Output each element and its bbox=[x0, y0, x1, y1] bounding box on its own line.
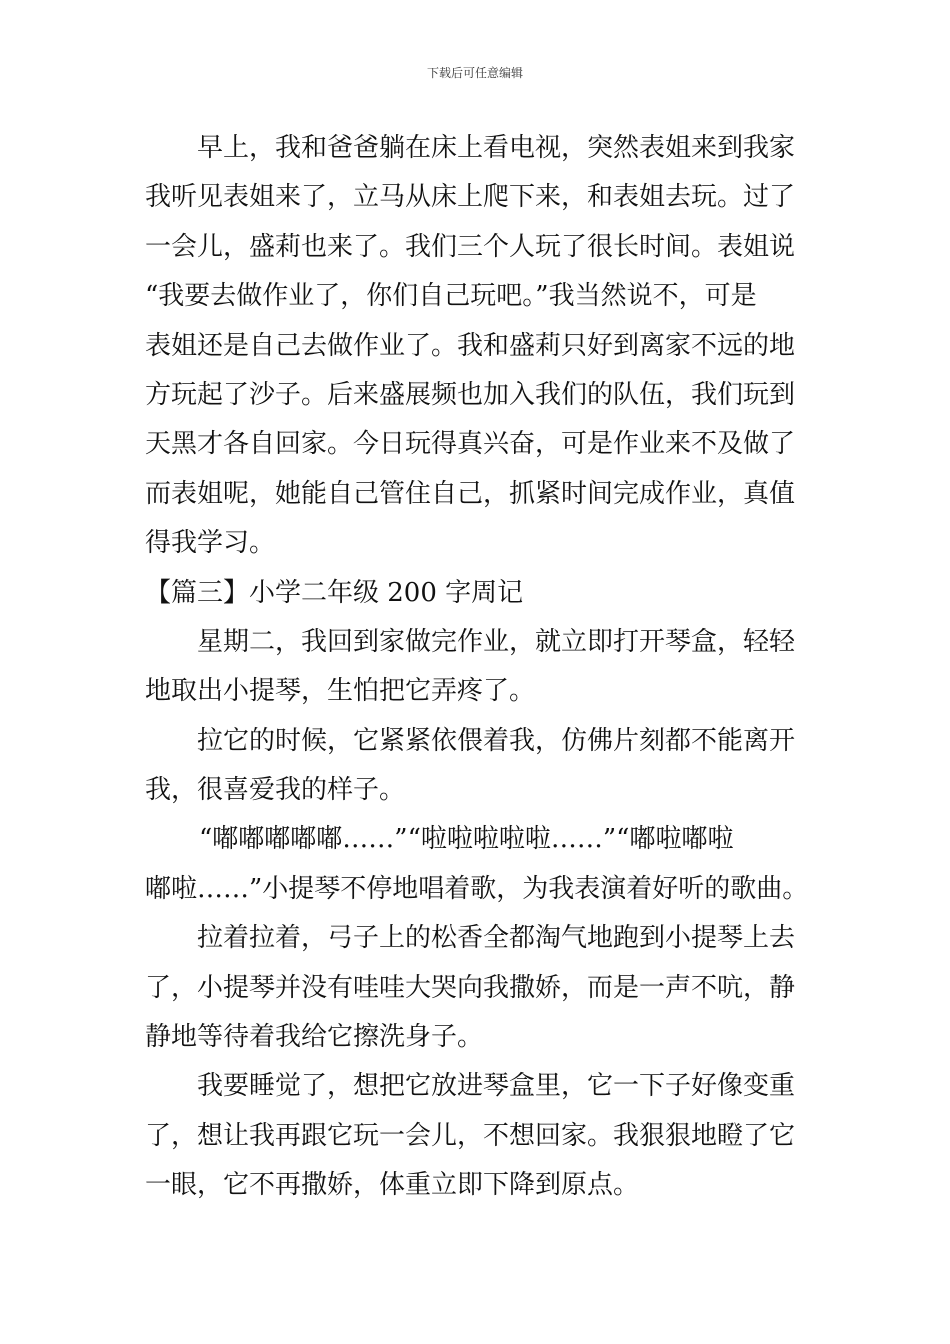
document-body bbox=[145, 124, 815, 1211]
paragraph-line: 拉它的时候，它紧紧依偎着我，仿佛片刻都不能离开 bbox=[197, 725, 796, 756]
paragraph-line: 方玩起了沙子。后来盛展频也加入我们的队伍，我们玩到 bbox=[145, 379, 796, 410]
paragraph-line: 地取出小提琴，生怕把它弄疼了。 bbox=[145, 676, 536, 707]
paragraph-line: 早上，我和爸爸躺在床上看电视，突然表姐来到我家 bbox=[197, 133, 796, 163]
paragraph-line: 了，小提琴并没有哇哇大哭向我撒娇，而是一声不吭，静 bbox=[145, 972, 796, 1003]
paragraph-line: 拉着拉着，弓子上的松香全都淘气地跑到小提琴上去 bbox=[197, 923, 796, 954]
page-header: 下载后可任意编辑 bbox=[426, 66, 523, 80]
paragraph-line: 天黑才各自回家。今日玩得真兴奋，可是作业来不及做了 bbox=[145, 429, 796, 460]
paragraph-line: 星期二，我回到家做完作业，就立即打开琴盒，轻轻 bbox=[197, 626, 796, 657]
paragraph-line: 一眼，它不再撒娇，体重立即下降到原点。 bbox=[145, 1170, 640, 1201]
paragraph-line: 得我学习。 bbox=[145, 528, 276, 559]
paragraph-line: 一会儿，盛莉也来了。我们三个人玩了很长时间。表姐说 bbox=[145, 231, 796, 262]
paragraph-line: 我要睡觉了，想把它放进琴盒里，它一下子好像变重 bbox=[197, 1071, 796, 1102]
paragraph-line: 表姐还是自己去做作业了。我和盛莉只好到离家不远的地 bbox=[145, 330, 796, 361]
section-heading: 【篇三】小学二年级 200 字周记 bbox=[145, 577, 524, 608]
paragraph-line: 了，想让我再跟它玩一会儿，不想回家。我狠狠地瞪了它 bbox=[145, 1120, 796, 1151]
paragraph-line: “嘟嘟嘟嘟嘟……”“啦啦啦啦啦……”“嘟啦嘟啦 bbox=[199, 824, 734, 855]
paragraph-line: 嘟啦……”小提琴不停地唱着歌，为我表演着好听的歌曲。 bbox=[145, 873, 809, 904]
paragraph-line: 而表姐呢，她能自己管住自己，抓紧时间完成作业，真值 bbox=[145, 478, 796, 509]
paragraph-line: 我听见表姐来了，立马从床上爬下来，和表姐去玩。过了 bbox=[145, 182, 796, 213]
paragraph-line: 静地等待着我给它擦洗身子。 bbox=[145, 1022, 484, 1053]
paragraph-line: 我，很喜爱我的样子。 bbox=[145, 775, 406, 806]
paragraph-line: “我要去做作业了，你们自己玩吧。”我当然说不，可是 bbox=[145, 281, 757, 312]
